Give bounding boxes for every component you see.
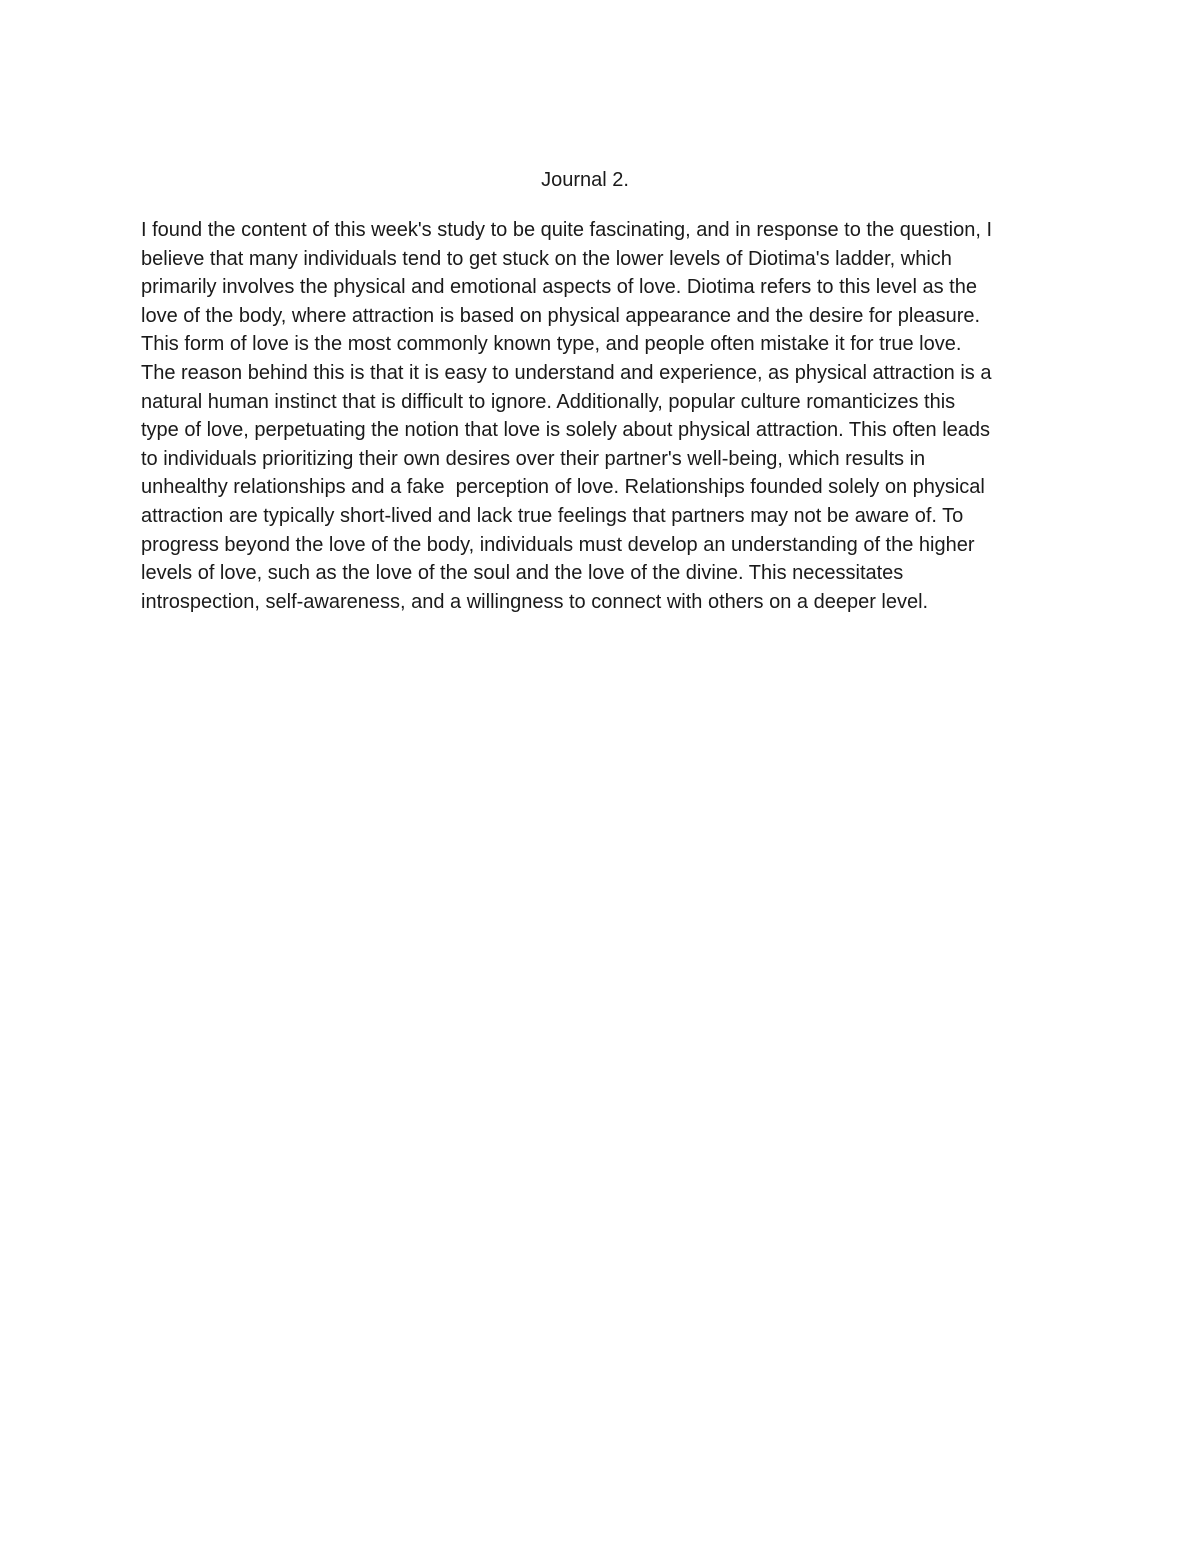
page-title: Journal 2. (541, 169, 629, 191)
paragraph-line: levels of love, such as the love of the soul and the love of the divine. This necessitates (141, 562, 904, 585)
paragraph-line: primarily involves the physical and emotional aspects of love. Diotima refers to this level as the (141, 276, 977, 299)
paragraph-line: unhealthy relationships and a fake perception of love. Relationships founded solely on physical (141, 476, 985, 499)
paragraph-line: introspection, self-awareness, and a willingness to connect with others on a deeper level. (141, 590, 929, 613)
paragraph-line: This form of love is the most commonly known type, and people often mistake it for true love. (141, 333, 962, 356)
paragraph-line: to individuals prioritizing their own desires over their partner's well-being, which results in (141, 447, 926, 470)
paragraph-line: progress beyond the love of the body, individuals must develop an understanding of the higher (141, 533, 975, 556)
paragraph-line: natural human instinct that is difficult to ignore. Additionally, popular culture romanticizes this (141, 390, 956, 413)
body-paragraph (141, 216, 1081, 616)
paragraph-line: type of love, perpetuating the notion that love is solely about physical attraction. This often leads (141, 419, 991, 442)
paragraph-line: I found the content of this week's study to be quite fascinating, and in response to the question, I (141, 219, 993, 241)
paragraph-line: attraction are typically short-lived and lack true feelings that partners may not be aware of. To (141, 504, 964, 527)
paragraph-line: believe that many individuals tend to get stuck on the lower levels of Diotima's ladder, which (141, 247, 952, 270)
paragraph-line: love of the body, where attraction is based on physical appearance and the desire for pleasure. (141, 304, 981, 327)
paragraph-line: The reason behind this is that it is easy to understand and experience, as physical attraction is a (141, 361, 992, 384)
